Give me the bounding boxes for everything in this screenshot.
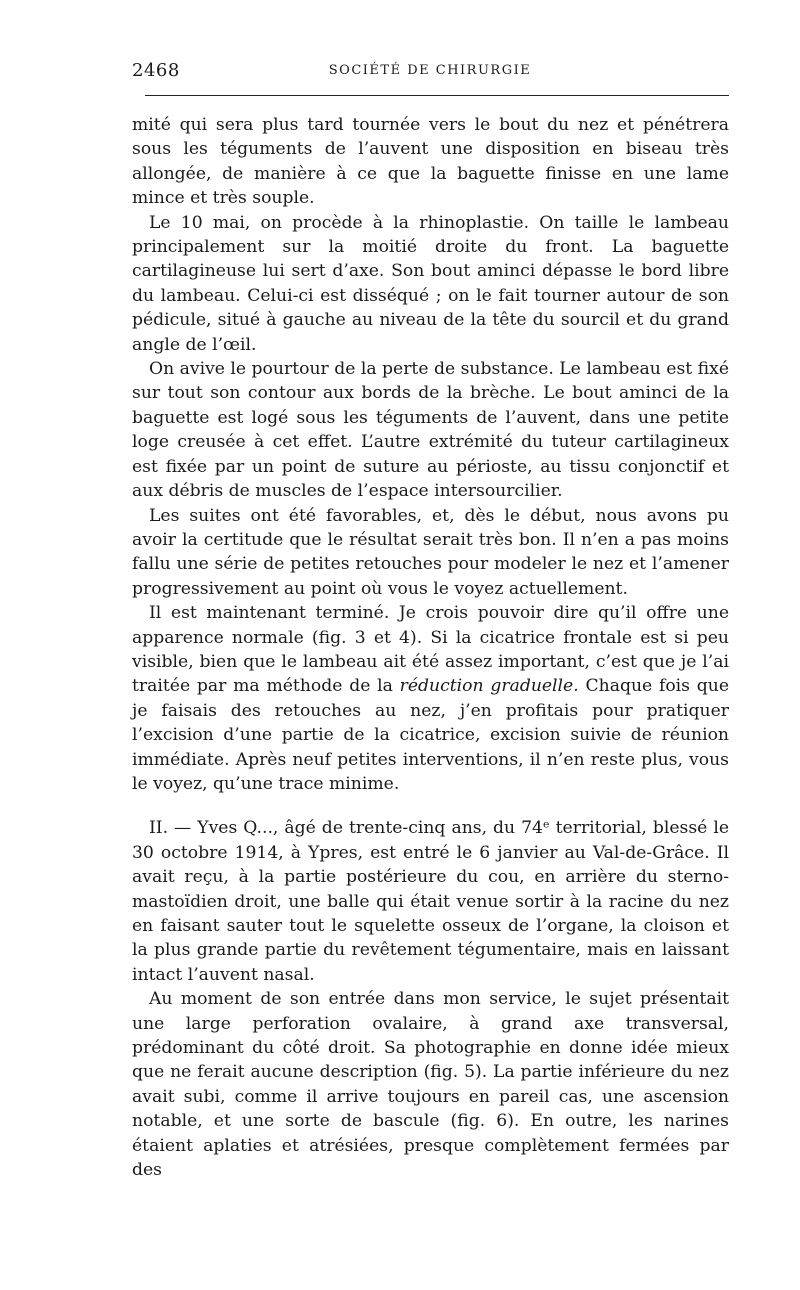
- paragraph-6-case-two: II. — Yves Q..., âgé de trente-cinq ans, du 74ᵉ territorial, blessé le 30 octobre 1914, à Ypres, est entré le 6 janvier au Val-de-Grâce. Il avait reçu, à la partie postérieure du cou, en arrière du sterno-mastoïdien droit, une balle qui était venue sortir à la racine du nez en faisant sauter tout le squelette osseux de l’organe, la cloison et la plus grande partie du revêtement tégumentaire, mais en laissant intact l’auvent nasal.: [132, 818, 729, 985]
- paragraph-2: Le 10 mai, on procède à la rhinoplastie. On taille le lambeau principalement sur la moitié droite du front. La baguette cartilagineuse lui sert d’axe. Son bout aminci dépasse le bord libre du lambeau. Celui-ci est disséqué ; on le fait tourner autour de son pédicule, situé à gauche au niveau de la tête du sourcil et du grand angle de l’œil.: [132, 212, 729, 355]
- paragraph-5-text-a: Il est maintenant terminé. Je crois pouvoir dire qu’il offre une apparence normale (fig. 3 et 4). Si la cicatrice frontale est si peu visible, bien que le lambeau ait été assez important, c’est que je l’ai traitée par ma méthode de la: [132, 603, 729, 697]
- paragraph-5-text-b: Chaque fois que je faisais des retouches au nez, j’en profitais pour pratiquer l’excision d’une partie de la cicatrice, excision suivie de réunion immédiate. Après neuf petites interventions, il n’en reste plus, vous le voyez, qu’une trace minime.: [132, 676, 730, 794]
- body-text: [132, 113, 729, 1182]
- paragraph-5: [132, 601, 729, 796]
- page-header: [132, 50, 728, 90]
- paragraph-7: Au moment de son entrée dans mon service, le sujet présentait une large perforation ovalaire, à grand axe transversal, prédominant du côté droit. Sa photographie en donne idée mieux que ne ferait aucune description (fig. 5). La partie inférieure du nez avait subi, comme il arrive toujours en pareil cas, une ascension notable, et une sorte de bascule (fig. 6). En outre, les narines étaient aplaties et atrésiées, presque complètement fermées par des: [132, 989, 729, 1181]
- paragraph-4: Les suites ont été favorables, et, dès le début, nous avons pu avoir la certitude que le résultat serait très bon. Il n’en a pas moins fallu une série de petites retouches pour modeler le nez et l’amener progressivement au point où vous le voyez actuellement.: [132, 505, 729, 599]
- page-number: 2468: [132, 60, 180, 81]
- paragraph-1: mité qui sera plus tard tournée vers le bout du nez et pénétrera sous les téguments de l’auvent une disposition en biseau très allongée, de manière à ce que la baguette finisse en une lame mince et très souple.: [132, 115, 729, 209]
- running-title: SOCIÉTÉ DE CHIRURGIE: [328, 63, 532, 78]
- paragraph-3: On avive le pourtour de la perte de substance. Le lambeau est fixé sur tout son contour aux bords de la brèche. Le bout aminci de la baguette est logé sous les téguments de l’auvent, dans une petite loge creusée à cet effet. L’autre extrémité du tuteur cartilagineux est fixée par un point de suture au périoste, au tissu conjonctif et aux débris de muscles de l’espace intersourcilier.: [132, 359, 730, 502]
- paragraph-5-italic: réduction graduelle.: [399, 676, 579, 697]
- header-rule: [145, 95, 729, 96]
